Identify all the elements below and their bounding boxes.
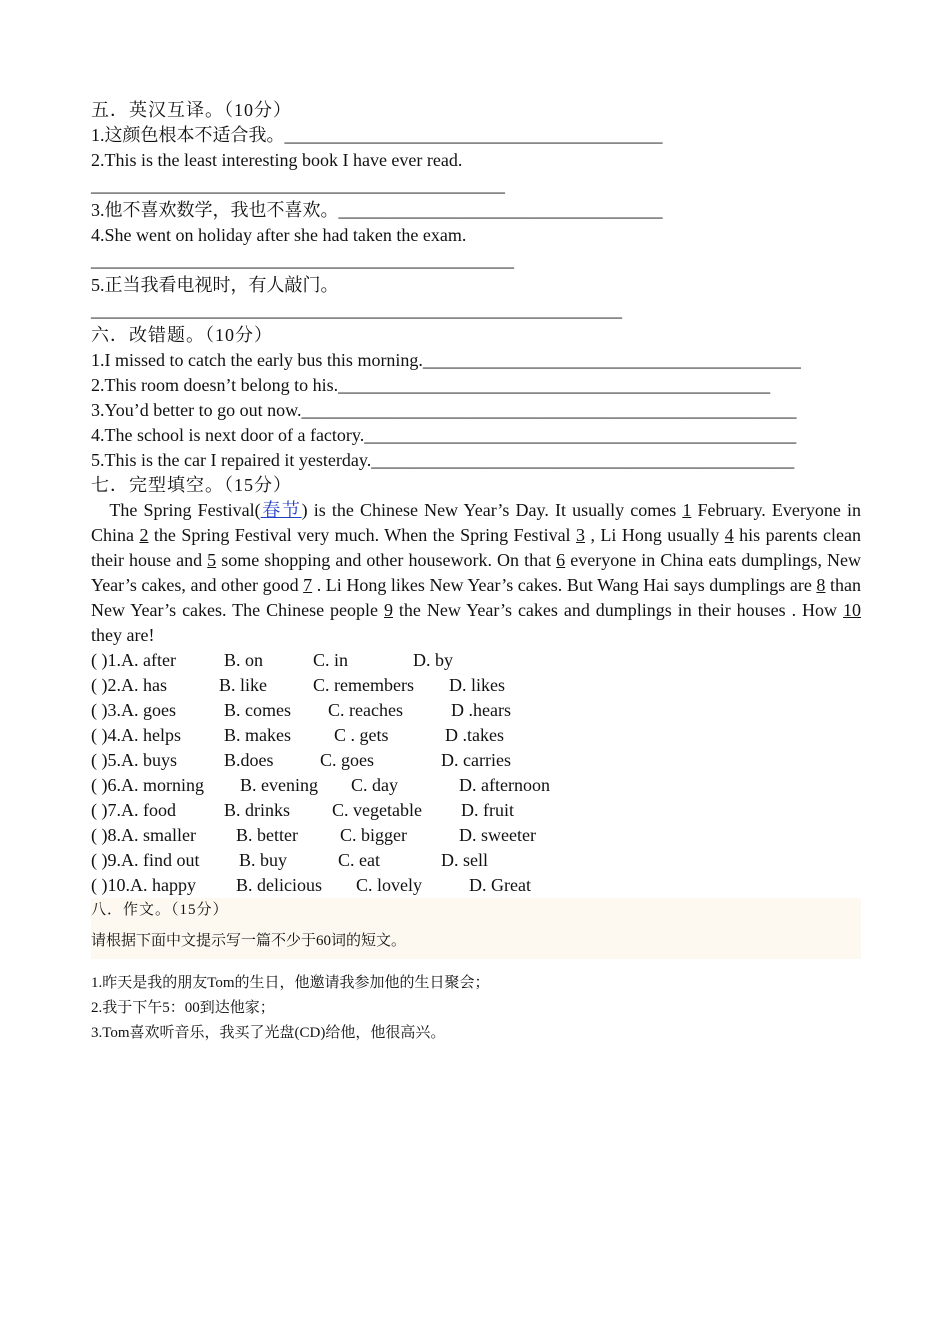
exam-page — [91, 98, 861, 1046]
passage-text: they are! — [91, 625, 155, 645]
answer-blank: ______________________________________________ — [91, 175, 505, 195]
option-c: C. day — [351, 775, 398, 795]
section6-item: 5.This is the car I repaired it yesterday._______________________________________________ — [91, 450, 795, 470]
spring-festival-link[interactable]: 春节 — [260, 500, 302, 520]
option-c: C. goes — [320, 750, 374, 770]
question-row — [91, 748, 861, 773]
section5-item: 3.他不喜欢数学，我也不喜欢。____________________________________ — [91, 200, 663, 220]
option-a: ( )10.A. happy — [91, 875, 196, 895]
writing-instruction: 请根据下面中文提示写一篇不少于60词的短文。 — [91, 933, 407, 949]
spacer — [91, 959, 861, 971]
passage-text: February. Everyone in China — [91, 500, 862, 545]
passage-text: the Spring Festival very much. When the Spring Festival — [148, 525, 576, 545]
option-c: C. remembers — [313, 675, 414, 695]
option-c: C. in — [313, 650, 349, 670]
option-a: ( )3.A. goes — [91, 700, 176, 720]
option-a: ( )6.A. morning — [91, 775, 204, 795]
answer-blank: _______________________________________________ — [91, 250, 514, 270]
section5-item: 1.这颜色根本不适合我。__________________________________________ — [91, 125, 663, 145]
option-c: C. vegetable — [332, 800, 422, 820]
option-a: ( )1.A. after — [91, 650, 176, 670]
option-b: B. comes — [224, 700, 291, 720]
option-c: C. eat — [338, 850, 380, 870]
section6-item: 1.I missed to catch the early bus this morning.__________________________________________ — [91, 350, 801, 370]
option-b: B. better — [236, 825, 298, 845]
question-row — [91, 723, 861, 748]
option-d: D. Great — [469, 875, 531, 895]
option-d: D. likes — [449, 675, 505, 695]
passage-text: , Li Hong usually — [585, 525, 725, 545]
passage-text: everyone in China eats dumplings, New Year’s cakes, and other good — [91, 550, 861, 595]
question-row — [91, 773, 861, 798]
writing-point: 1.昨天是我的朋友Tom的生日，他邀请我参加他的生日聚会； — [91, 975, 490, 991]
option-a: ( )2.A. has — [91, 675, 167, 695]
option-c: C. bigger — [340, 825, 407, 845]
passage-text: The Spring Festival( — [109, 500, 261, 520]
section8-heading: 八．作文。（15分） — [91, 902, 229, 918]
option-b: B. delicious — [236, 875, 322, 895]
option-b: B.does — [224, 750, 274, 770]
cloze-passage — [91, 498, 861, 648]
blank-number: 6 — [556, 550, 566, 570]
option-d: D .hears — [451, 700, 511, 720]
option-c: C. reaches — [328, 700, 403, 720]
section5-item: 5.正当我看电视时，有人敲门。 — [91, 275, 339, 295]
passage-text: than New Year’s cakes. The Chinese people — [91, 575, 861, 620]
passage-text: . Li Hong likes New Year’s cakes. But Wang Hai says dumplings are — [312, 575, 817, 595]
question-row — [91, 673, 861, 698]
blank-number: 2 — [139, 525, 149, 545]
blank-number: 5 — [207, 550, 217, 570]
section5-heading: 五．英汉互译。（10分） — [91, 100, 292, 120]
writing-point: 3.Tom喜欢听音乐，我买了光盘(CD)给他，他很高兴。 — [91, 1025, 446, 1041]
option-d: D. carries — [441, 750, 511, 770]
question-row — [91, 873, 861, 898]
blank-number: 9 — [383, 600, 393, 620]
question-row — [91, 823, 861, 848]
writing-task-box — [91, 898, 861, 959]
section7-heading: 七．完型填空。（15分） — [91, 475, 292, 495]
section5-item: 2.This is the least interesting book I have ever read. — [91, 150, 463, 170]
option-c: C . gets — [334, 725, 389, 745]
passage-text: some shopping and other housework. On that — [216, 550, 557, 570]
option-b: B. like — [219, 675, 267, 695]
question-row — [91, 798, 861, 823]
option-c: C. lovely — [356, 875, 422, 895]
option-a: ( )4.A. helps — [91, 725, 181, 745]
blank-number: 10 — [843, 600, 862, 620]
passage-text: ) is the Chinese New Year’s Day. It usually comes — [301, 500, 683, 520]
option-b: B. on — [224, 650, 264, 670]
option-d: D. sweeter — [459, 825, 536, 845]
question-row — [91, 648, 861, 673]
writing-point: 2.我于下午5：00到达他家； — [91, 1000, 275, 1016]
option-b: B. drinks — [224, 800, 291, 820]
blank-number: 8 — [816, 575, 826, 595]
option-b: B. buy — [239, 850, 288, 870]
option-d: D. sell — [441, 850, 488, 870]
question-row — [91, 698, 861, 723]
option-a: ( )7.A. food — [91, 800, 176, 820]
section5-item: 4.She went on holiday after she had taken the exam. — [91, 225, 467, 245]
section6-item: 3.You’d better to go out now._______________________________________________________ — [91, 400, 797, 420]
option-a: ( )5.A. buys — [91, 750, 177, 770]
option-a: ( )9.A. find out — [91, 850, 200, 870]
section6-item: 2.This room doesn’t belong to his.________________________________________________ — [91, 375, 771, 395]
passage-text: the New Year’s cakes and dumplings in their houses . How — [392, 600, 844, 620]
option-d: D. afternoon — [459, 775, 550, 795]
blank-number: 1 — [682, 500, 692, 520]
option-b: B. makes — [224, 725, 291, 745]
option-d: D. fruit — [461, 800, 514, 820]
question-row — [91, 848, 861, 873]
option-b: B. evening — [240, 775, 318, 795]
section6-heading: 六．改错题。（10分） — [91, 325, 273, 345]
answer-blank: ___________________________________________________________ — [91, 300, 622, 320]
blank-number: 7 — [303, 575, 313, 595]
cloze-questions — [91, 648, 861, 898]
option-a: ( )8.A. smaller — [91, 825, 196, 845]
passage-text: his parents clean their house and — [91, 525, 862, 570]
option-d: D. by — [413, 650, 453, 670]
blank-number: 4 — [724, 525, 734, 545]
section6-item: 4.The school is next door of a factory.________________________________________________ — [91, 425, 797, 445]
option-d: D .takes — [445, 725, 504, 745]
blank-number: 3 — [576, 525, 585, 545]
